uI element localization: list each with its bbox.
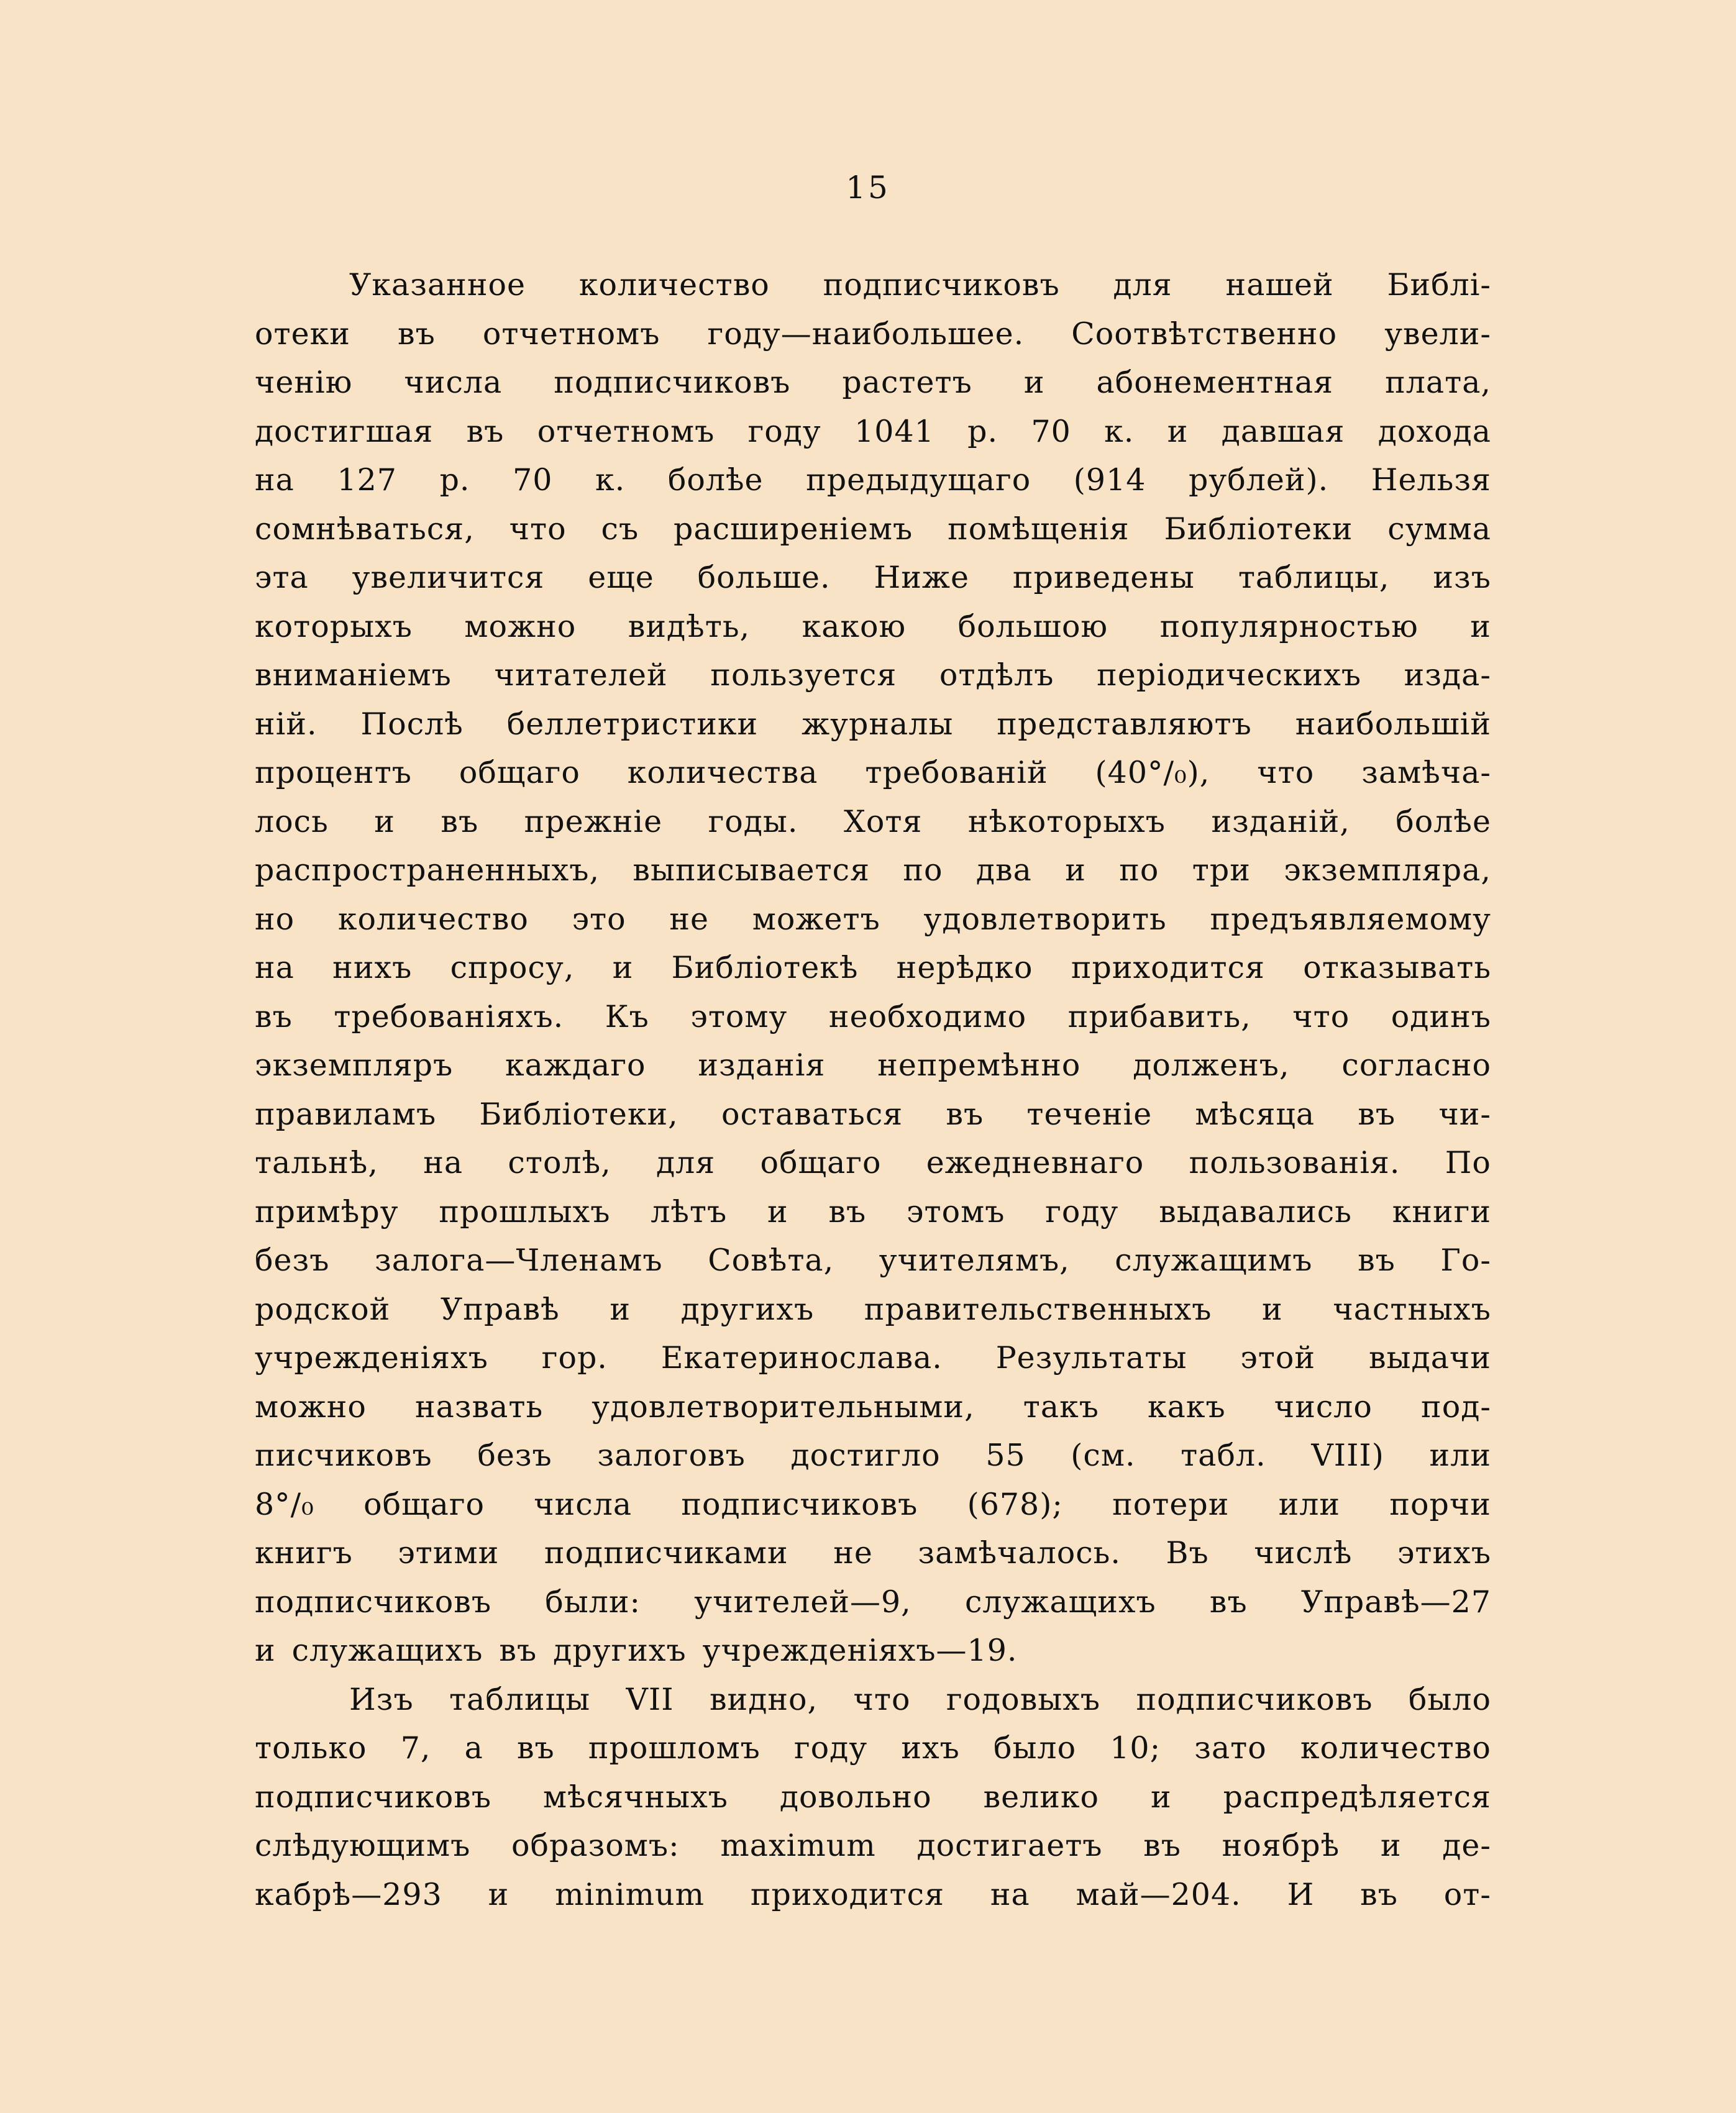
word: въ	[516, 1730, 555, 1766]
text-line	[255, 1090, 1491, 1139]
word: предъявляемому	[1210, 901, 1491, 937]
word: подписчиковъ	[255, 1584, 492, 1620]
word: числѣ	[1254, 1535, 1353, 1571]
word: подписчиковъ	[255, 1779, 492, 1815]
word: безъ	[477, 1438, 552, 1473]
word: распредѣляется	[1223, 1779, 1491, 1815]
word: а	[464, 1730, 483, 1766]
word: 70	[513, 462, 553, 498]
word: Библі-	[1387, 267, 1491, 303]
word: учрежденіяхъ—19.	[702, 1633, 1018, 1668]
word: были:	[545, 1584, 641, 1620]
word: 55	[985, 1438, 1026, 1473]
word: растетъ	[842, 365, 972, 400]
word: рублей).	[1189, 462, 1329, 498]
word: Указанное	[349, 267, 526, 303]
text-line	[255, 1188, 1491, 1237]
word: приходится	[1071, 950, 1265, 985]
word: выписывается	[633, 852, 870, 888]
word: удовлетворительными,	[592, 1389, 975, 1425]
word: и	[255, 1633, 276, 1668]
word: три	[1192, 852, 1251, 888]
word: ченію	[255, 365, 353, 400]
word: не	[669, 901, 710, 937]
word: VIII)	[1311, 1438, 1384, 1473]
text-line	[255, 310, 1491, 359]
text-line	[255, 1334, 1491, 1383]
word: служащихъ	[291, 1633, 483, 1668]
word: подписчиками	[544, 1535, 788, 1571]
word: Библіотекѣ	[671, 950, 859, 985]
word: общаго	[459, 755, 580, 790]
word: лось	[255, 803, 329, 839]
word: на	[423, 1145, 464, 1180]
page-number: 15	[846, 170, 890, 206]
word: изданій,	[1211, 803, 1350, 839]
word: общаго	[760, 1145, 882, 1180]
word: Соотвѣтственно	[1071, 316, 1338, 352]
text-line	[255, 651, 1491, 700]
text-line	[255, 895, 1491, 944]
word: экземпляръ	[255, 1047, 454, 1083]
word: Нельзя	[1371, 462, 1491, 498]
word: учителей—9,	[694, 1584, 911, 1620]
word: въ	[255, 998, 293, 1034]
word: въ	[441, 803, 479, 839]
word: и	[1065, 852, 1086, 888]
text-line	[255, 1529, 1491, 1578]
word: съ	[601, 511, 639, 547]
word: По	[1445, 1145, 1491, 1180]
word: одинъ	[1391, 998, 1491, 1034]
word: Совѣта,	[708, 1243, 834, 1278]
word: можно	[464, 608, 577, 644]
word: распространенныхъ,	[255, 852, 600, 888]
word: Послѣ	[360, 706, 464, 742]
word: и	[610, 1291, 631, 1327]
text-line	[255, 1627, 1491, 1676]
word: ноябрѣ	[1222, 1828, 1340, 1863]
text-line	[255, 505, 1491, 554]
word: подписчиковъ	[1136, 1681, 1373, 1717]
word: служащимъ	[1115, 1243, 1313, 1278]
word: видно,	[709, 1681, 818, 1717]
word: экземпляра,	[1284, 852, 1491, 888]
word: теченіе	[1026, 1096, 1153, 1132]
word: давшая	[1221, 413, 1345, 449]
word: предыдущаго	[806, 462, 1031, 498]
text-line	[255, 1724, 1491, 1773]
word: де-	[1442, 1828, 1491, 1863]
word: году	[794, 1730, 868, 1766]
word: количество	[1300, 1730, 1491, 1766]
word: учрежденіяхъ	[255, 1340, 488, 1376]
word: зато	[1194, 1730, 1267, 1766]
text-line	[255, 749, 1491, 798]
word: это	[572, 901, 626, 937]
word: велико	[983, 1779, 1100, 1815]
word: порчи	[1389, 1486, 1491, 1522]
word: по	[903, 852, 943, 888]
word: отчетномъ	[537, 413, 715, 449]
word: р.	[439, 462, 470, 498]
word: родской	[255, 1291, 391, 1327]
word: потери	[1112, 1486, 1230, 1522]
word: не	[833, 1535, 873, 1571]
word: что	[853, 1681, 911, 1717]
word: 1041	[854, 413, 934, 449]
word: 8°/₀	[255, 1486, 314, 1522]
word: май—204.	[1076, 1876, 1241, 1912]
word: Хотя	[843, 803, 923, 839]
word: этихъ	[1397, 1535, 1491, 1571]
word: прежніе	[524, 803, 663, 839]
word: году	[1045, 1193, 1119, 1230]
word: больше.	[697, 560, 831, 595]
word: и	[1262, 1291, 1283, 1327]
word: Библіотеки,	[479, 1096, 678, 1132]
word: въ	[466, 413, 505, 449]
word: которыхъ	[255, 608, 413, 644]
word: можетъ	[752, 901, 880, 937]
word: maximum	[720, 1828, 876, 1863]
word: прошлыхъ	[439, 1193, 611, 1230]
word: выдачи	[1368, 1340, 1491, 1376]
word: году	[747, 413, 821, 449]
word: для	[1113, 267, 1172, 303]
word: прибавить,	[1067, 998, 1251, 1034]
word: Библіотеки	[1164, 511, 1353, 547]
text-line	[255, 358, 1491, 408]
text-line	[255, 1578, 1491, 1627]
word: число	[1274, 1389, 1373, 1425]
word: достигаетъ	[916, 1828, 1103, 1863]
word: частныхъ	[1333, 1291, 1491, 1327]
word: Ниже	[874, 560, 969, 595]
word: числа	[534, 1486, 633, 1522]
word: сомнѣваться,	[255, 511, 475, 547]
word: плата,	[1385, 365, 1491, 400]
word: вниманіемъ	[255, 657, 452, 693]
word: и	[1470, 608, 1491, 644]
word: слѣдующимъ	[255, 1828, 471, 1863]
text-line	[255, 1236, 1491, 1285]
word: изъ	[1433, 560, 1491, 595]
word: въ	[946, 1096, 984, 1132]
word: согласно	[1341, 1047, 1491, 1083]
word: непремѣнно	[877, 1047, 1081, 1083]
word: Въ	[1166, 1535, 1209, 1571]
word: и	[612, 950, 634, 985]
word: было	[993, 1730, 1077, 1766]
word: правиламъ	[255, 1096, 437, 1132]
word: кабрѣ—293	[255, 1876, 442, 1912]
word: замѣчалось.	[918, 1535, 1121, 1571]
word: помѣщенія	[948, 511, 1130, 547]
word: Къ	[605, 998, 649, 1034]
word: для	[656, 1145, 716, 1180]
word: 127	[337, 462, 397, 498]
word: беллетристики	[506, 706, 759, 742]
word: абонементная	[1096, 365, 1334, 400]
word: изда-	[1404, 657, 1491, 693]
word: ихъ	[901, 1730, 960, 1766]
word: таблицы	[449, 1681, 591, 1717]
word: и	[1167, 413, 1189, 449]
word: приведены	[1012, 560, 1195, 595]
text-line	[255, 1285, 1491, 1335]
word: и	[1023, 365, 1045, 400]
word: по	[1119, 852, 1159, 888]
word: требованій	[865, 755, 1048, 790]
word: болѣе	[667, 462, 764, 498]
word: И	[1287, 1876, 1315, 1912]
word: такъ	[1023, 1389, 1099, 1425]
word: сумма	[1387, 511, 1491, 547]
word: учителямъ,	[879, 1243, 1070, 1278]
word: въ	[828, 1193, 867, 1230]
word: пользуется	[710, 657, 897, 693]
word: другихъ	[680, 1291, 815, 1327]
word: (40°/₀),	[1095, 755, 1210, 790]
word: дохода	[1377, 413, 1491, 449]
word: мѣсячныхъ	[543, 1779, 728, 1815]
word: увели-	[1384, 316, 1491, 352]
word: въ	[1360, 1876, 1398, 1912]
word: процентъ	[255, 755, 412, 790]
text-line	[255, 603, 1491, 652]
word: Управѣ	[440, 1291, 560, 1327]
word: два	[975, 852, 1032, 888]
word: что	[1292, 998, 1350, 1034]
word: журналы	[802, 706, 954, 742]
word: достигшая	[255, 413, 434, 449]
word: читателей	[494, 657, 668, 693]
word: каждаго	[505, 1047, 646, 1083]
text-line	[255, 1773, 1491, 1822]
word: мѣсяца	[1195, 1096, 1315, 1132]
text-line	[255, 700, 1491, 749]
word: на	[255, 950, 295, 985]
word: на	[255, 462, 295, 498]
word: въ	[1358, 1096, 1396, 1132]
word: безъ	[255, 1243, 330, 1278]
word: ежедневнаго	[926, 1145, 1144, 1180]
word: подписчиковъ	[554, 365, 791, 400]
word: этому	[690, 998, 788, 1034]
text-line	[255, 846, 1491, 895]
text-line	[255, 1822, 1491, 1871]
word: служащихъ	[964, 1584, 1156, 1620]
word: нерѣдко	[896, 950, 1033, 985]
word: что	[1257, 755, 1315, 790]
word: нихъ	[332, 950, 413, 985]
text-line	[255, 993, 1491, 1042]
word: Результаты	[995, 1340, 1187, 1376]
word: или	[1429, 1438, 1491, 1473]
word: столѣ,	[508, 1145, 611, 1180]
word: годовыхъ	[946, 1681, 1101, 1717]
word: но	[255, 901, 295, 937]
word: расширеніемъ	[674, 511, 913, 547]
word: залога—Членамъ	[374, 1243, 663, 1278]
word: этомъ	[907, 1193, 1005, 1230]
word: и	[1151, 1779, 1172, 1815]
word: приходится	[750, 1876, 945, 1912]
word: и	[488, 1876, 509, 1912]
word: болѣе	[1396, 803, 1491, 839]
word: к.	[595, 462, 626, 498]
word: годы.	[708, 803, 798, 839]
word: лѣтъ	[651, 1193, 728, 1230]
text-line	[255, 1383, 1491, 1432]
text-line	[255, 798, 1491, 847]
word: можно	[255, 1389, 367, 1425]
word: большою	[957, 608, 1108, 644]
word: этими	[398, 1535, 500, 1571]
word: книги	[1392, 1193, 1491, 1230]
word: образомъ:	[511, 1828, 680, 1863]
word: выдавались	[1159, 1193, 1352, 1230]
paragraph	[255, 1676, 1491, 1920]
word: спросу,	[450, 950, 575, 985]
word: к.	[1104, 413, 1135, 449]
word: табл.	[1181, 1438, 1266, 1473]
word: удовлетворить	[923, 901, 1167, 937]
word: нашей	[1225, 267, 1334, 303]
word: книгъ	[255, 1535, 353, 1571]
word: чи-	[1438, 1096, 1491, 1132]
word: подписчиковъ	[681, 1486, 918, 1522]
text-line	[255, 408, 1491, 457]
word: эта	[255, 560, 309, 595]
body-text	[255, 261, 1491, 1919]
word: прошломъ	[588, 1730, 761, 1766]
word: представляютъ	[997, 706, 1252, 742]
word: количество	[337, 901, 529, 937]
word: minimum	[555, 1876, 705, 1912]
word: Управѣ—27	[1300, 1584, 1491, 1620]
word: отказывать	[1303, 950, 1491, 985]
word: требованіяхъ.	[334, 998, 564, 1034]
word: гор.	[541, 1340, 608, 1376]
word: пользованія.	[1189, 1145, 1400, 1180]
word: увеличится	[352, 560, 545, 595]
word: р.	[967, 413, 998, 449]
word: залоговъ	[597, 1438, 746, 1473]
word: замѣча-	[1361, 755, 1491, 790]
word: году—наибольшее.	[707, 316, 1025, 352]
word: тальнѣ,	[255, 1145, 378, 1180]
word: и	[767, 1193, 788, 1230]
word: въ	[398, 316, 436, 352]
word: наибольшій	[1295, 706, 1491, 742]
word: въ	[1358, 1243, 1396, 1278]
word: оставаться	[721, 1096, 903, 1132]
word: правительственныхъ	[864, 1291, 1212, 1327]
word: другихъ	[553, 1633, 687, 1668]
word: этой	[1240, 1340, 1316, 1376]
word: и	[374, 803, 395, 839]
word: на	[990, 1876, 1030, 1912]
text-line	[255, 261, 1491, 310]
word: Го-	[1440, 1243, 1491, 1278]
text-line	[255, 944, 1491, 993]
word: таблицы,	[1238, 560, 1390, 595]
text-line	[255, 1431, 1491, 1481]
word: нѣкоторыхъ	[967, 803, 1166, 839]
word: или	[1278, 1486, 1341, 1522]
word: видѣть,	[628, 608, 751, 644]
word: какою	[802, 608, 907, 644]
word: Екатеринослава.	[660, 1340, 943, 1376]
text-line	[255, 1041, 1491, 1090]
word: ній.	[255, 706, 318, 742]
text-line	[255, 456, 1491, 505]
word: достигло	[790, 1438, 941, 1473]
text-line	[255, 554, 1491, 603]
text-line	[255, 1676, 1491, 1725]
word: и	[1380, 1828, 1402, 1863]
word: въ	[1143, 1828, 1181, 1863]
word: (914	[1073, 462, 1146, 498]
word: 70	[1031, 413, 1071, 449]
word: отчетномъ	[482, 316, 660, 352]
word: въ	[499, 1633, 537, 1668]
word: долженъ,	[1133, 1047, 1290, 1083]
text-line	[255, 1481, 1491, 1530]
word: назвать	[414, 1389, 544, 1425]
word: 7,	[400, 1730, 431, 1766]
word: подписчиковъ	[823, 267, 1060, 303]
text-line	[255, 1139, 1491, 1188]
paragraph	[255, 261, 1491, 1676]
word: 10;	[1110, 1730, 1161, 1766]
word: VII	[626, 1681, 674, 1717]
word: необходимо	[828, 998, 1027, 1034]
word: от-	[1443, 1876, 1491, 1912]
word: въ	[1209, 1584, 1248, 1620]
word: под-	[1421, 1389, 1491, 1425]
word: что	[509, 511, 567, 547]
word: отдѣлъ	[939, 657, 1054, 693]
word: числа	[404, 365, 503, 400]
text-line	[255, 1871, 1491, 1920]
word: было	[1408, 1681, 1491, 1717]
word: количества	[627, 755, 818, 790]
word: популярностью	[1159, 608, 1418, 644]
word: (см.	[1071, 1438, 1136, 1473]
word: періодическихъ	[1097, 657, 1362, 693]
word: (678);	[967, 1486, 1063, 1522]
word: примѣру	[255, 1193, 399, 1230]
word: писчиковъ	[255, 1438, 432, 1473]
word: количество	[578, 267, 770, 303]
word: изданія	[698, 1047, 826, 1083]
word: только	[255, 1730, 367, 1766]
word: Изъ	[349, 1681, 414, 1717]
word: отеки	[255, 316, 350, 352]
word: довольно	[779, 1779, 932, 1815]
word: еще	[588, 560, 654, 595]
word: какъ	[1148, 1389, 1226, 1425]
word: общаго	[363, 1486, 485, 1522]
